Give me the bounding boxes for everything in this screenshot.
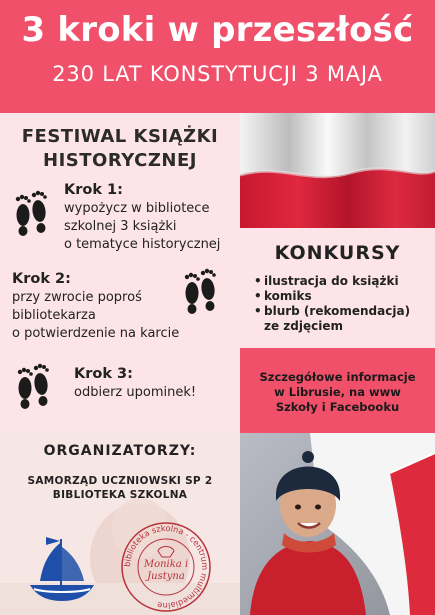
step-1-line3: o tematyce historycznej: [64, 237, 221, 252]
contests-panel: [240, 228, 435, 348]
ship-logo-icon: [26, 533, 98, 609]
footprints-icon: [16, 360, 52, 418]
step-1-line2: szkolnej 3 książki: [64, 219, 177, 234]
flag-photo: [240, 113, 435, 228]
info-box: [240, 348, 435, 433]
organizers-text: [0, 474, 240, 502]
footprints-icon: [14, 187, 50, 245]
step-3-heading: Krok 3:: [74, 366, 133, 382]
step-2-line1: przy zwrocie poproś: [12, 290, 142, 305]
organizers-title: ORGANIZATORZY:: [43, 443, 197, 459]
step-1-heading: Krok 1:: [64, 182, 123, 198]
organizers-line1: SAMORZĄD UCZNIOWSKI SP 2: [27, 475, 213, 487]
contests-item-continuation: ze zdjęciem: [264, 319, 343, 333]
list-item: • blurb (rekomendacja): [254, 304, 432, 319]
festival-title-line1: FESTIWAL KSIĄŻKI: [21, 126, 219, 147]
list-item: • ilustracja do książki: [254, 274, 432, 289]
contests-list: [254, 274, 432, 319]
organizers-line2: BIBLIOTEKA SZKOLNA: [52, 489, 188, 501]
poster-subtitle: 230 LAT KONSTYTUCJI 3 MAJA: [52, 62, 383, 86]
step-2: [12, 270, 179, 343]
info-line2: w Librusie, na www: [274, 385, 401, 399]
info-text: [240, 370, 435, 415]
festival-title-line2: HISTORYCZNEJ: [43, 150, 197, 171]
contests-title: KONKURSY: [274, 242, 401, 264]
list-item: • komiks: [254, 289, 432, 304]
step-2-heading: Krok 2:: [12, 271, 71, 287]
library-stamp-logo: [120, 521, 212, 615]
poster-title: 3 kroki w przeszłość: [21, 10, 414, 50]
organizers-panel: [0, 433, 240, 615]
step-1-line1: wypożycz w bibliotece: [64, 201, 210, 216]
step-2-line2: bibliotekarza: [12, 308, 96, 323]
child-with-flag-photo: [240, 433, 435, 615]
svg-text:Monika i: Monika i: [143, 559, 189, 570]
step-3-line1: odbierz upominek!: [74, 385, 197, 400]
festival-title: [0, 125, 240, 173]
info-line1: Szczegółowe informacje: [259, 370, 416, 384]
footprints-icon: [183, 265, 219, 323]
info-line3: Szkoły i Facebooku: [275, 400, 400, 414]
step-1: [64, 181, 220, 254]
festival-panel: [0, 113, 240, 433]
header-banner: [0, 0, 435, 113]
step-2-line3: o potwierdzenie na karcie: [12, 326, 180, 341]
step-3: [74, 365, 196, 402]
svg-text:biblioteka szkolna - centrum m: biblioteka szkolna - centrum multimedialne: [121, 522, 211, 612]
svg-text:Justyna: Justyna: [147, 571, 185, 582]
